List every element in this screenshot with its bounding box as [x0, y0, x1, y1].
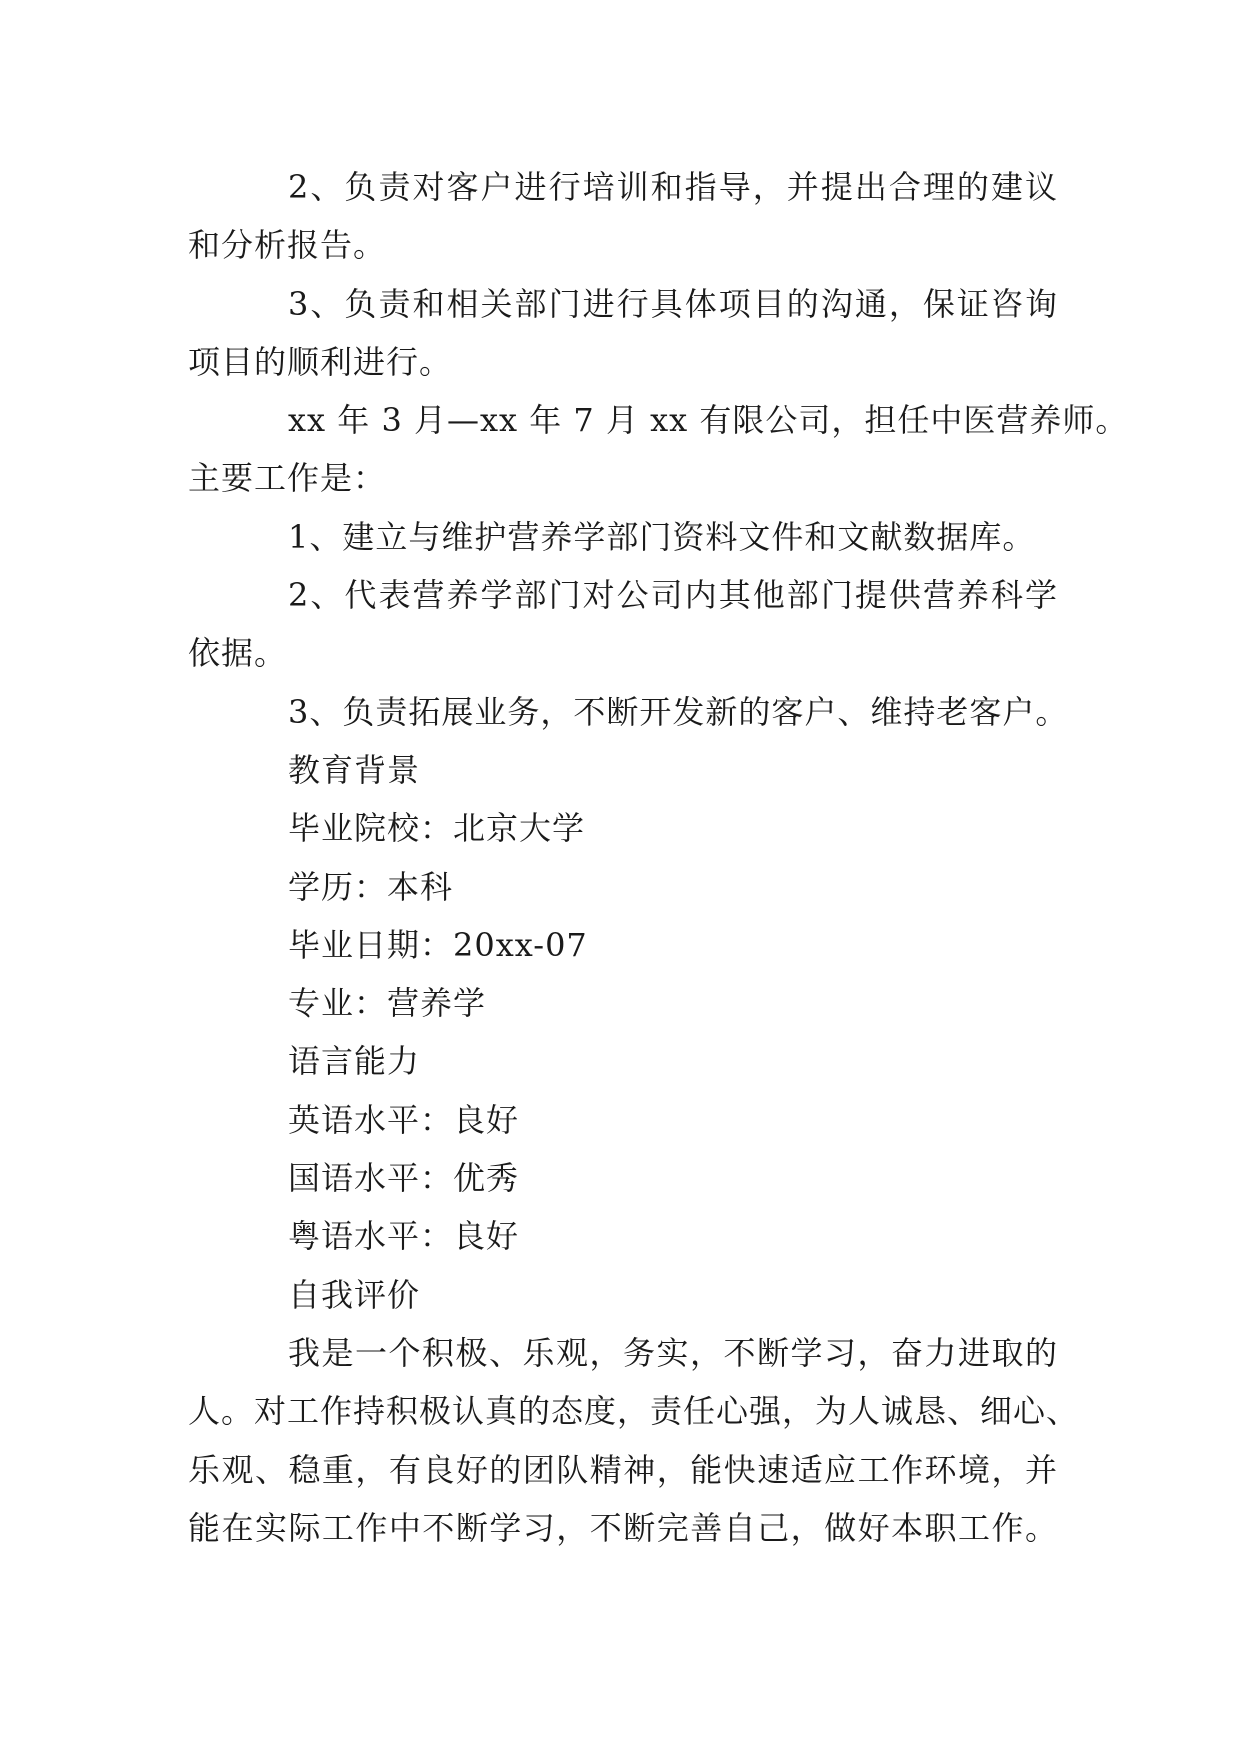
- text-line: 粤语水平：良好: [288, 1217, 520, 1256]
- document-body: [188, 158, 1129, 1557]
- text-line: 和分析报告。: [188, 226, 387, 265]
- text-line: 3、负责和相关部门进行具体项目的沟通，保证咨询: [288, 284, 1058, 323]
- text-line: 教育背景: [288, 750, 421, 789]
- document-page: [188, 158, 1129, 1557]
- text-line: 毕业院校：北京大学: [288, 809, 586, 848]
- text-line: 人。对工作持积极认真的态度，责任心强，为人诚恳、细心、: [188, 1392, 1080, 1431]
- text-line: 依据。: [188, 634, 288, 673]
- text-line: 我是一个积极、乐观，务实，不断学习，奋力进取的: [288, 1333, 1058, 1372]
- text-line: 国语水平：优秀: [288, 1159, 520, 1198]
- text-line: 乐观、稳重，有良好的团队精神，能快速适应工作环境，并: [188, 1450, 1058, 1489]
- text-line: xx 年 3 月—xx 年 7 月 xx 有限公司，担任中医营养师。: [288, 401, 1129, 440]
- text-line: 毕业日期：20xx-07: [288, 925, 588, 964]
- text-line: 2、负责对客户进行培训和指导，并提出合理的建议: [288, 168, 1058, 206]
- text-line: 3、负责拓展业务，不断开发新的客户、维持老客户。: [288, 692, 1069, 731]
- text-line: 自我评价: [288, 1275, 421, 1314]
- text-line: 学历：本科: [288, 867, 454, 906]
- text-line: 专业：营养学: [288, 984, 487, 1023]
- text-line: 主要工作是：: [188, 459, 387, 498]
- text-line: 语言能力: [288, 1042, 421, 1081]
- text-line: 1、建立与维护营养学部门资料文件和文献数据库。: [288, 517, 1036, 556]
- text-line: 项目的顺利进行。: [188, 342, 453, 381]
- text-line: 能在实际工作中不断学习，不断完善自己，做好本职工作。: [188, 1508, 1058, 1547]
- text-line: 英语水平：良好: [288, 1100, 520, 1139]
- text-line: 2、代表营养学部门对公司内其他部门提供营养科学: [288, 576, 1058, 615]
